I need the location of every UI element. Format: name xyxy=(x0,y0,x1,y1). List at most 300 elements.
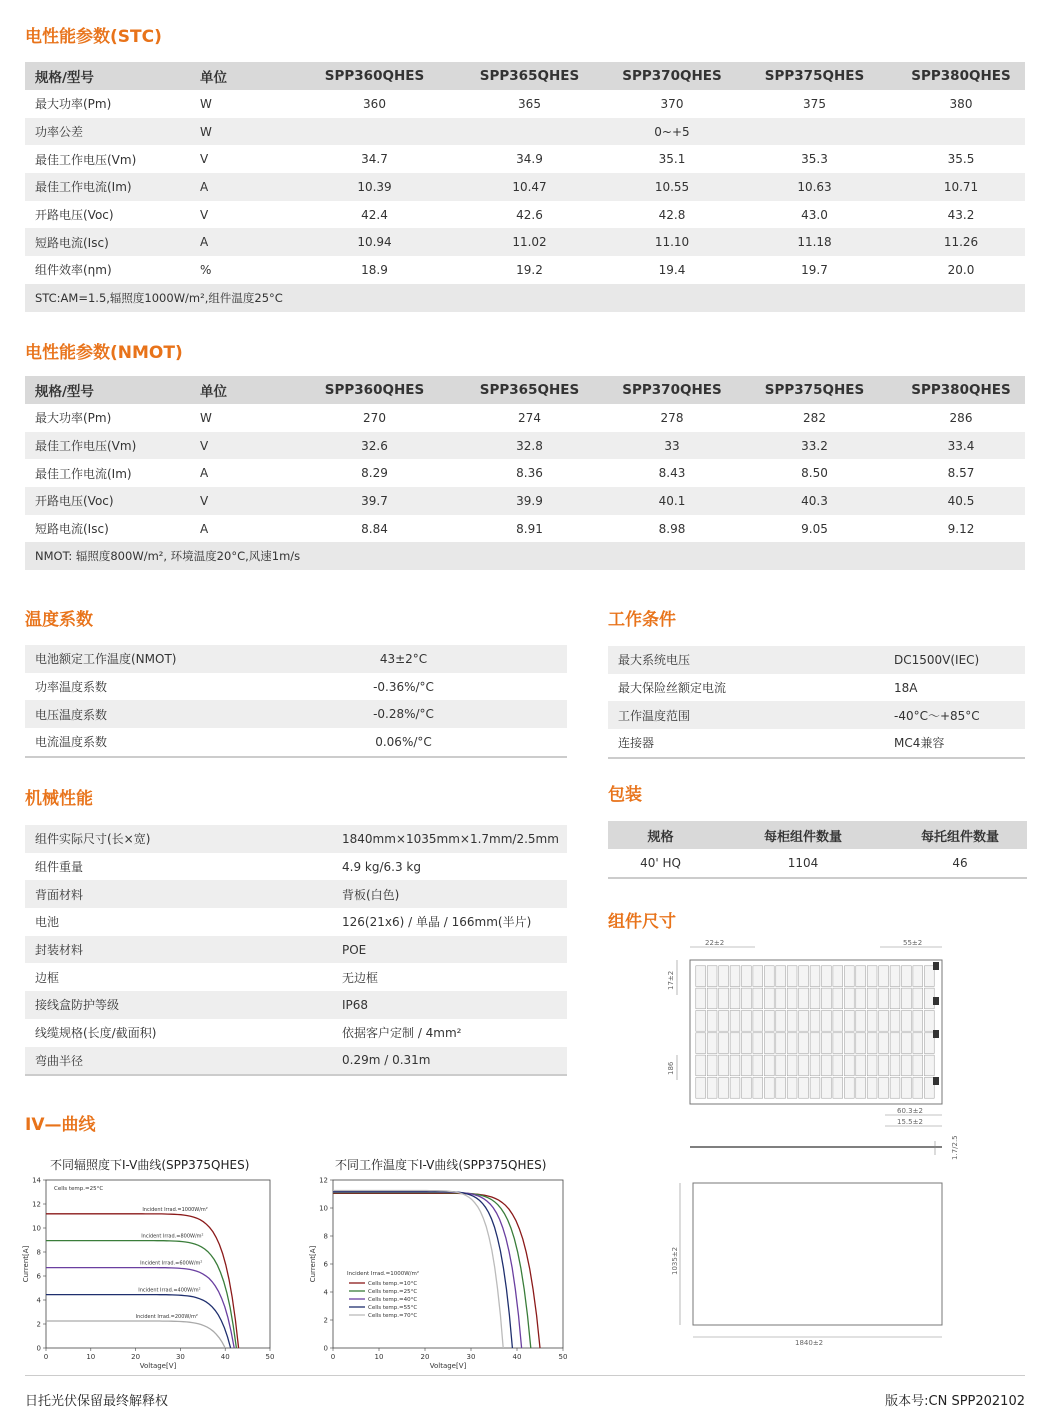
module-cell xyxy=(924,1011,934,1032)
table-cell: A xyxy=(190,173,302,201)
module-cell xyxy=(822,966,832,987)
nmot-header-4: SPP370QHES xyxy=(612,376,732,404)
chart1-title: 不同辐照度下I-V曲线(SPP375QHES) xyxy=(50,1158,250,1172)
table-cell: V xyxy=(190,487,302,515)
module-cell xyxy=(924,1078,934,1099)
row-label: 电池额定工作温度(NMOT) xyxy=(25,645,335,673)
stc-header-4: SPP370QHES xyxy=(612,62,732,90)
module-cell xyxy=(810,988,820,1009)
table-cell: 35.3 xyxy=(801,152,828,167)
module-cell xyxy=(799,988,809,1009)
table-row xyxy=(25,201,1025,229)
module-cell xyxy=(844,1033,854,1054)
x-tick-label: 50 xyxy=(558,1353,568,1361)
table-cell: 35.5 xyxy=(947,152,975,167)
row-label: 边框 xyxy=(35,970,60,985)
nmot-header-1: 单位 xyxy=(190,376,302,404)
module-cell xyxy=(856,1033,866,1054)
row-value: -40°C～+85°C xyxy=(884,701,1025,729)
table-row xyxy=(25,487,1025,515)
module-cell xyxy=(902,1078,912,1099)
module-cell xyxy=(844,1055,854,1076)
stc-header-2: SPP360QHES xyxy=(302,62,447,90)
module-cell xyxy=(696,1011,706,1032)
x-tick-label: 20 xyxy=(131,1353,141,1361)
legend-label: Cells temp.=55°C xyxy=(368,1305,418,1311)
module-cell xyxy=(776,988,786,1009)
nmot-table xyxy=(25,376,1025,570)
table-cell: 10.63 xyxy=(732,173,897,201)
dim-width: 1840±2 xyxy=(795,1339,824,1347)
row-label: 接线盒防护等级 xyxy=(25,991,332,1019)
module-cell xyxy=(776,966,786,987)
table-cell: A xyxy=(190,228,302,256)
module-cell xyxy=(867,1011,877,1032)
table-cell: 9.05 xyxy=(801,521,828,536)
module-cell xyxy=(810,1055,820,1076)
pack-cell-0: 40' HQ xyxy=(640,855,681,870)
module-cell xyxy=(844,1078,854,1099)
table-cell: V xyxy=(200,152,209,167)
table-cell: 8.98 xyxy=(658,521,686,536)
table-cell: 370 xyxy=(660,96,684,111)
table-cell xyxy=(447,118,612,146)
module-cell xyxy=(924,988,934,1009)
table-cell: 40.1 xyxy=(612,487,732,515)
pack-header-0: 规格 xyxy=(608,821,713,849)
module-cell xyxy=(833,1078,843,1099)
table-cell: 375 xyxy=(803,96,826,111)
table-cell: 最佳工作电流(Im) xyxy=(25,173,190,201)
table-cell: 39.9 xyxy=(447,487,612,515)
table-row xyxy=(25,825,567,853)
module-cell xyxy=(810,1011,820,1032)
table-row xyxy=(25,432,1025,460)
module-cell xyxy=(867,966,877,987)
legend-label: Cells temp.=25°C xyxy=(368,1289,418,1295)
dim-bottom-b: 15.5±2 xyxy=(897,1118,923,1126)
table-cell: 功率公差 xyxy=(25,118,190,146)
dim-bottom-a: 60.3±2 xyxy=(897,1107,923,1115)
row-value: -0.28%/°C xyxy=(335,700,567,728)
nmot-header-0: 规格/型号 xyxy=(25,376,190,404)
x-tick-label: 40 xyxy=(512,1353,522,1361)
y-tick-label: 4 xyxy=(36,1296,41,1305)
module-cell xyxy=(799,1055,809,1076)
row-label: 线缆规格(长度/截面积) xyxy=(35,1026,157,1041)
module-cell xyxy=(913,988,923,1009)
table-cell: 10.71 xyxy=(897,173,1025,201)
table-cell: 19.7 xyxy=(801,262,828,277)
work-table xyxy=(608,646,1025,759)
module-cell xyxy=(902,1033,912,1054)
row-label: 电池 xyxy=(35,915,60,930)
module-cell xyxy=(707,1078,717,1099)
module-cell xyxy=(822,1055,832,1076)
module-cell xyxy=(913,966,923,987)
module-cell xyxy=(742,1033,752,1054)
junction-box-3 xyxy=(933,1030,939,1038)
stc-note: STC:AM=1.5,辐照度1000W/m²,组件温度25°C xyxy=(25,284,1025,312)
y-tick-label: 4 xyxy=(323,1288,328,1297)
table-row xyxy=(608,701,1025,729)
table-row xyxy=(25,880,567,908)
table-cell: 10.94 xyxy=(302,228,447,256)
table-cell: 380 xyxy=(949,96,973,111)
series-label: Incident Irrad.=600W/m² xyxy=(140,1260,203,1267)
series-label: Incident Irrad.=800W/m² xyxy=(141,1233,204,1240)
table-cell: 短路电流(Isc) xyxy=(25,228,190,256)
module-cell xyxy=(810,1033,820,1054)
table-cell: V xyxy=(200,207,209,222)
table-cell: 10.55 xyxy=(612,173,732,201)
table-cell: 33.4 xyxy=(897,432,1025,460)
legend-label: Cells temp.=10°C xyxy=(368,1281,418,1287)
row-value: 0.29m / 0.31m xyxy=(332,1047,567,1076)
module-cell xyxy=(856,1078,866,1099)
module-cell xyxy=(753,1055,763,1076)
dim-height: 1035±2 xyxy=(671,1246,679,1275)
stc-table xyxy=(25,62,1025,312)
table-cell: 40.3 xyxy=(732,487,897,515)
x-tick-label: 10 xyxy=(86,1353,96,1361)
row-value: IP68 xyxy=(332,991,567,1019)
module-cell xyxy=(742,988,752,1009)
module-cell xyxy=(707,1055,717,1076)
module-cell xyxy=(856,1055,866,1076)
table-cell: 最大功率(Pm) xyxy=(35,97,112,112)
module-cell xyxy=(707,1033,717,1054)
module-cell xyxy=(764,1033,774,1054)
row-value: 126(21x6) / 单晶 / 166mm(半片) xyxy=(342,915,532,930)
module-cell xyxy=(753,1011,763,1032)
module-cell xyxy=(719,1033,729,1054)
module-cell xyxy=(890,1011,900,1032)
module-cell xyxy=(913,1033,923,1054)
table-cell: 20.0 xyxy=(947,262,975,277)
y-tick-label: 2 xyxy=(36,1320,41,1329)
module-cell xyxy=(890,966,900,987)
stc-header-6: SPP380QHES xyxy=(897,62,1025,90)
y-tick-label: 10 xyxy=(319,1204,328,1213)
table-cell: 最佳工作电压(Vm) xyxy=(25,432,190,460)
table-cell: 8.29 xyxy=(361,466,388,481)
module-cell xyxy=(707,988,717,1009)
x-axis-label: Voltage[V] xyxy=(139,1362,177,1370)
table-cell: 10.39 xyxy=(302,173,447,201)
module-cell xyxy=(730,1078,740,1099)
table-cell: 短路电流(Isc) xyxy=(35,522,109,537)
nmot-note: NMOT: 辐照度800W/m², 环境温度20°C,风速1m/s xyxy=(25,542,1025,570)
row-label: 电流温度系数 xyxy=(35,735,108,750)
series-label: Incident Irrad.=1000W/m² xyxy=(142,1206,208,1213)
pack-header-row xyxy=(608,821,1027,849)
series-label: Incident Irrad.=400W/m² xyxy=(138,1287,201,1294)
table-cell: W xyxy=(200,96,212,111)
table-cell: 8.57 xyxy=(947,466,975,481)
module-cell xyxy=(753,988,763,1009)
table-cell: 35.1 xyxy=(658,152,686,167)
y-tick-label: 12 xyxy=(319,1176,328,1185)
chart2-title: 不同工作温度下I-V曲线(SPP375QHES) xyxy=(335,1158,547,1172)
module-cell xyxy=(742,1011,752,1032)
table-cell: 274 xyxy=(518,410,541,425)
module-cell xyxy=(719,1011,729,1032)
table-cell: 开路电压(Voc) xyxy=(25,487,190,515)
module-cell xyxy=(822,1033,832,1054)
module-cell xyxy=(696,1055,706,1076)
table-cell: 0~+5 xyxy=(612,118,732,146)
table-cell: 10.47 xyxy=(447,173,612,201)
row-label: 最大保险丝额定电流 xyxy=(618,681,727,696)
table-cell: 8.84 xyxy=(361,521,388,536)
footer-version: 版本号:CN SPP202102 xyxy=(885,1394,1025,1409)
module-cell xyxy=(833,988,843,1009)
table-cell: 32.6 xyxy=(302,432,447,460)
module-cell xyxy=(833,966,843,987)
row-value: DC1500V(IEC) xyxy=(884,646,1025,674)
nmot-header-6: SPP380QHES xyxy=(897,376,1025,404)
module-cell xyxy=(753,1033,763,1054)
module-cell xyxy=(867,988,877,1009)
module-cell xyxy=(902,1055,912,1076)
module-cell xyxy=(924,966,934,987)
legend-label: Cells temp.=70°C xyxy=(368,1313,418,1319)
module-cell xyxy=(902,988,912,1009)
row-value: POE xyxy=(332,936,567,964)
dim-title: 组件尺寸 xyxy=(608,912,676,932)
table-cell: 33.2 xyxy=(732,432,897,460)
module-cell xyxy=(707,966,717,987)
table-cell: 286 xyxy=(949,410,973,425)
x-tick-label: 0 xyxy=(43,1353,49,1361)
table-cell: 11.26 xyxy=(897,228,1025,256)
table-cell: 8.36 xyxy=(516,466,543,481)
table-row xyxy=(25,700,567,728)
module-cell xyxy=(879,1033,889,1054)
stc-header-3: SPP365QHES xyxy=(447,62,612,90)
table-row xyxy=(25,645,567,673)
table-cell: 33 xyxy=(612,432,732,460)
module-cell xyxy=(742,1055,752,1076)
module-cell xyxy=(799,966,809,987)
table-row xyxy=(25,90,1025,118)
table-cell: A xyxy=(200,521,209,536)
y-tick-label: 12 xyxy=(32,1200,41,1209)
y-tick-label: 14 xyxy=(32,1176,41,1185)
x-tick-label: 20 xyxy=(420,1353,430,1361)
module-cell xyxy=(776,1055,786,1076)
series-label: Incident Irrad.=200W/m² xyxy=(135,1314,198,1320)
table-cell: W xyxy=(200,410,212,425)
row-label: 最大系统电压 xyxy=(608,646,884,674)
table-cell: 18.9 xyxy=(361,262,388,277)
module-cell xyxy=(822,988,832,1009)
table-row xyxy=(25,173,1025,201)
row-label: 背面材料 xyxy=(25,880,332,908)
stc-title: 电性能参数(STC) xyxy=(25,27,162,47)
module-cell xyxy=(787,1078,797,1099)
table-cell: 11.18 xyxy=(732,228,897,256)
module-cell xyxy=(776,1078,786,1099)
nmot-header-row xyxy=(25,376,1025,404)
dim-left-upper: 17±2 xyxy=(667,970,675,990)
module-cell xyxy=(833,1055,843,1076)
module-cell xyxy=(730,1033,740,1054)
module-cell xyxy=(799,1033,809,1054)
row-label: 组件重量 xyxy=(35,860,84,875)
table-row xyxy=(608,646,1025,674)
module-cell xyxy=(799,1011,809,1032)
module-cell xyxy=(822,1011,832,1032)
pack-title: 包装 xyxy=(608,785,642,805)
table-row xyxy=(25,404,1025,432)
table-cell: 34.9 xyxy=(516,152,543,167)
table-cell: 360 xyxy=(363,96,386,111)
row-label: 封装材料 xyxy=(25,936,332,964)
table-cell: 9.12 xyxy=(947,521,975,536)
stc-header-1: 单位 xyxy=(190,62,302,90)
iv-chart-temperature xyxy=(305,1172,575,1372)
temp-title: 温度系数 xyxy=(25,610,93,630)
table-cell xyxy=(302,118,447,146)
module-cell xyxy=(787,988,797,1009)
legend-label: Cells temp.=40°C xyxy=(368,1297,418,1303)
module-cell xyxy=(833,1033,843,1054)
nmot-header-5: SPP375QHES xyxy=(732,376,897,404)
y-axis-label: Current[A] xyxy=(22,1245,30,1283)
iv-title: IV—曲线 xyxy=(25,1115,96,1135)
table-row xyxy=(25,908,567,936)
table-row xyxy=(25,936,567,964)
module-cell xyxy=(810,1078,820,1099)
table-row xyxy=(608,674,1025,702)
x-axis-label: Voltage[V] xyxy=(429,1362,467,1370)
table-cell: 最大功率(Pm) xyxy=(35,411,112,426)
table-cell: 11.02 xyxy=(447,228,612,256)
row-label: 功率温度系数 xyxy=(35,680,108,695)
module-cell xyxy=(730,966,740,987)
dim-left-lower: 186 xyxy=(667,1061,675,1075)
module-cell xyxy=(913,1055,923,1076)
row-value: 背板(白色) xyxy=(332,880,567,908)
nmot-header-3: SPP365QHES xyxy=(447,376,612,404)
table-row xyxy=(25,459,1025,487)
module-cell xyxy=(844,966,854,987)
module-cell xyxy=(879,966,889,987)
y-tick-label: 6 xyxy=(36,1272,41,1281)
row-label: 连接器 xyxy=(618,736,655,751)
pack-header-2: 每托组件数量 xyxy=(893,821,1027,849)
module-cell xyxy=(867,1078,877,1099)
table-cell: 42.6 xyxy=(516,207,543,222)
table-cell: 43.0 xyxy=(801,207,828,222)
table-row xyxy=(25,118,1025,146)
table-row xyxy=(25,1019,567,1047)
module-cell xyxy=(776,1011,786,1032)
module-cell xyxy=(799,1078,809,1099)
row-value: 18A xyxy=(894,680,918,695)
table-cell: 278 xyxy=(660,410,684,425)
mech-title: 机械性能 xyxy=(25,789,93,809)
row-label: 工作温度范围 xyxy=(608,701,884,729)
x-tick-label: 30 xyxy=(175,1353,185,1361)
table-cell: 270 xyxy=(363,410,386,425)
module-cell xyxy=(902,966,912,987)
work-title: 工作条件 xyxy=(608,610,676,630)
y-tick-label: 8 xyxy=(323,1232,328,1241)
table-row xyxy=(25,228,1025,256)
row-value: 4.9 kg/6.3 kg xyxy=(342,859,421,874)
table-cell: 8.91 xyxy=(516,521,543,536)
table-cell: 19.4 xyxy=(658,262,686,277)
table-cell: % xyxy=(200,262,212,277)
table-note-row xyxy=(25,284,1025,312)
module-cell xyxy=(730,1011,740,1032)
module-cell xyxy=(856,1011,866,1032)
back-view-outline xyxy=(693,1183,942,1325)
table-cell: 8.50 xyxy=(801,466,828,481)
module-cell xyxy=(890,1055,900,1076)
row-label: 电压温度系数 xyxy=(25,700,335,728)
y-tick-label: 0 xyxy=(323,1344,328,1353)
table-cell: 最佳工作电流(Im) xyxy=(35,466,132,481)
table-cell: 8.43 xyxy=(658,466,686,481)
footer-divider xyxy=(25,1375,1025,1376)
pack-cell-2: 46 xyxy=(952,855,968,870)
module-cell xyxy=(787,1011,797,1032)
table-row xyxy=(608,729,1025,758)
table-row xyxy=(25,963,567,991)
dim-top-right: 55±2 xyxy=(903,939,923,947)
module-cell xyxy=(742,966,752,987)
table-cell: 最佳工作电压(Vm) xyxy=(35,152,137,167)
iv-chart-irradiance xyxy=(18,1172,283,1372)
module-cell xyxy=(696,1033,706,1054)
stc-header-5: SPP375QHES xyxy=(732,62,897,90)
pack-row xyxy=(608,849,1027,878)
table-cell: 19.2 xyxy=(516,262,543,277)
module-cell xyxy=(719,1078,729,1099)
table-cell: 42.8 xyxy=(658,207,686,222)
x-tick-label: 40 xyxy=(220,1353,230,1361)
table-cell: 组件效率(ηm) xyxy=(35,263,112,278)
module-cell xyxy=(719,988,729,1009)
table-row xyxy=(25,256,1025,284)
table-row xyxy=(25,673,567,701)
y-tick-label: 0 xyxy=(36,1344,41,1353)
table-cell xyxy=(732,118,897,146)
module-cell xyxy=(890,988,900,1009)
row-value: 依据客户定制 / 4mm² xyxy=(342,1026,462,1041)
pack-cell-1: 1104 xyxy=(787,855,819,870)
x-tick-label: 10 xyxy=(374,1353,384,1361)
row-value: 无边框 xyxy=(342,970,379,985)
module-cell xyxy=(753,1078,763,1099)
module-cell xyxy=(879,1055,889,1076)
table-cell: 32.8 xyxy=(447,432,612,460)
module-cell xyxy=(924,1055,934,1076)
footer-left: 日托光伏保留最终解释权 xyxy=(25,1394,169,1409)
row-value: MC4兼容 xyxy=(894,736,945,751)
y-axis-label: Current[A] xyxy=(309,1245,317,1283)
row-value: 1840mm×1035mm×1.7mm/2.5mm xyxy=(332,825,567,853)
nmot-title: 电性能参数(NMOT) xyxy=(25,343,183,363)
module-cell xyxy=(844,988,854,1009)
module-cell xyxy=(867,1033,877,1054)
module-dimension-drawing xyxy=(665,935,975,1355)
module-cell xyxy=(856,988,866,1009)
